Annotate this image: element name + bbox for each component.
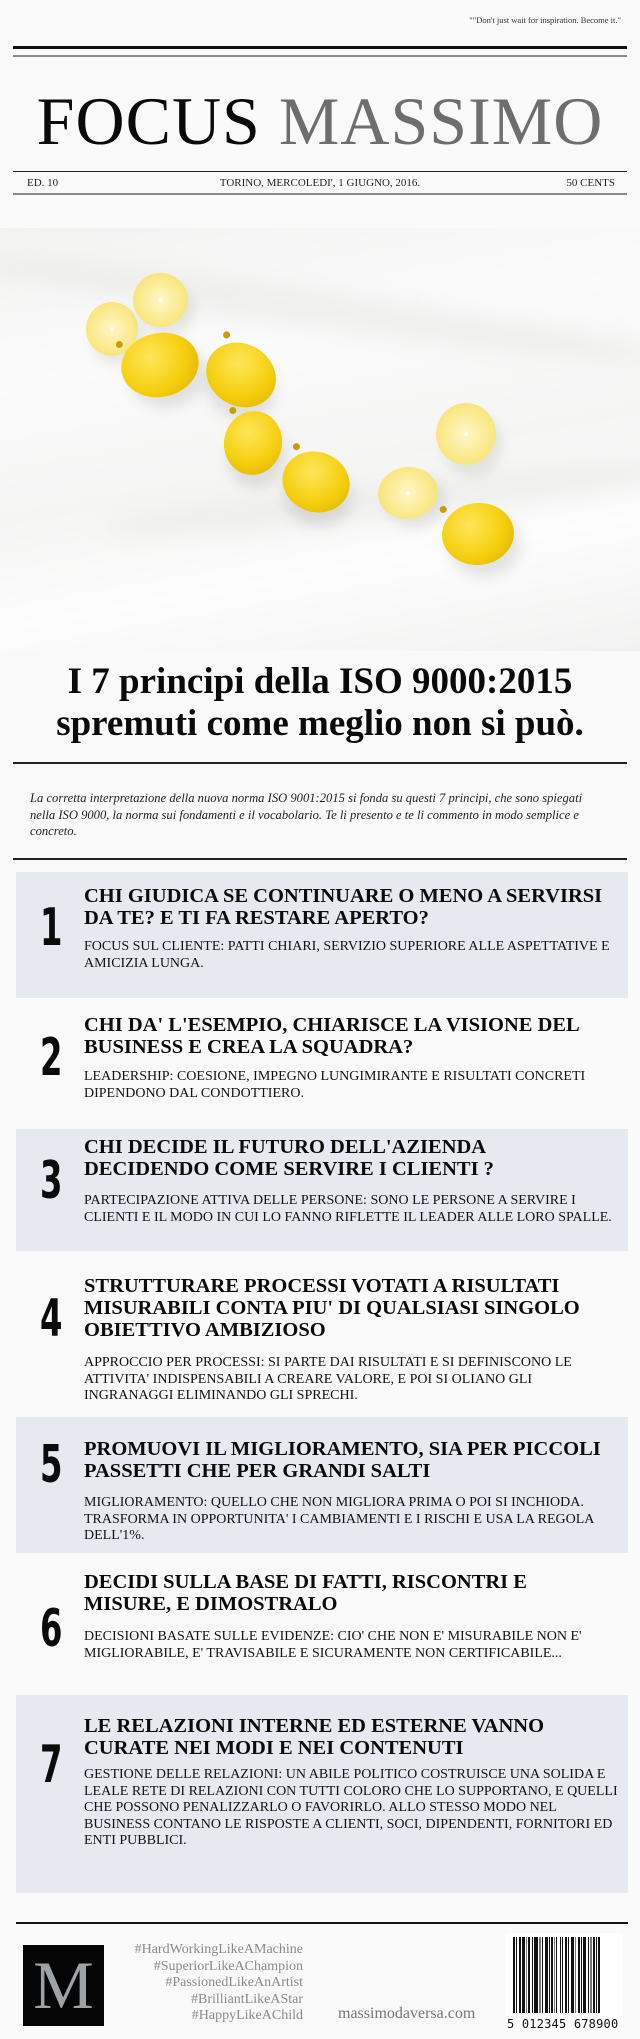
principle-title: CHI DECIDE IL FUTURO DELL'AZIENDA DECIDENDO COME SERVIRE I CLIENTI ? bbox=[84, 1136, 494, 1180]
principle-card-4 bbox=[16, 1251, 628, 1417]
masthead bbox=[0, 82, 640, 160]
hashtag-list bbox=[110, 1942, 303, 2025]
principle-description: GESTIONE DELLE RELAZIONI: UN ABILE POLITICO COSTRUISCE UNA SOLIDA E LEALE RETE DI RELAZIONI CON TUTTI COLORO CHE LO SUPPORTANO, E QUELLI CHE POSSONO PENALIZZARLO O FAVORIRLO. ALLO STESSO MODO NEL BUSINESS CONTANO LE RISPOSTE A CLIENTI, SOCI, DIPENDENTI, FORNITORI ED ENTI PUBBLICI. bbox=[84, 1767, 618, 1848]
hashtag[interactable]: #HappyLikeAChild bbox=[191, 2008, 303, 2023]
hero-photo-lemons bbox=[0, 228, 640, 651]
hashtag[interactable]: #SuperiorLikeAChampion bbox=[153, 1958, 303, 1974]
principle-card-2 bbox=[16, 998, 628, 1129]
principle-description: APPROCCIO PER PROCESSI: SI PARTE DAI RISULTATI E SI DEFINISCONO LE ATTIVITA' INDISPENSABILI A CREARE VALORE, E POI SI OLIANO GLI INGRANAGGI ELIMINANDO GLI SPRECHI. bbox=[84, 1355, 572, 1403]
barcode-number: 5 012345 678900 bbox=[507, 2017, 619, 2031]
principle-number: 3 bbox=[40, 1151, 62, 1211]
footer-rule bbox=[16, 1922, 628, 1924]
brand-logo: M bbox=[23, 1945, 104, 2026]
headline-rule bbox=[13, 762, 627, 764]
hashtag[interactable]: #BrilliantLikeAStar bbox=[191, 1991, 303, 2007]
principle-card-6 bbox=[16, 1553, 628, 1695]
principle-title: CHI DA' L'ESEMPIO, CHIARISCE LA VISIONE DEL BUSINESS E CREA LA SQUADRA? bbox=[84, 1014, 579, 1058]
cloth-fold bbox=[100, 447, 640, 549]
principle-title: DECIDI SULLA BASE DI FATTI, RISCONTRI E MISURE, E DIMOSTRALO bbox=[84, 1571, 527, 1615]
top-rule-gray bbox=[13, 55, 627, 57]
principle-number: 6 bbox=[40, 1599, 62, 1659]
principle-card-5 bbox=[16, 1417, 628, 1553]
edition-bar bbox=[13, 173, 627, 193]
dateline: TORINO, MERCOLEDI', 1 GIUGNO, 2016. bbox=[219, 177, 421, 189]
tagline-quote: ""Don't just wait for inspiration. Become it." bbox=[469, 15, 621, 25]
principle-number: 2 bbox=[40, 1028, 62, 1088]
price: 50 CENTS bbox=[566, 177, 615, 189]
edition-bar-bottom-rule bbox=[13, 193, 627, 195]
headline-line-1: I 7 principi della ISO 9000:2015 bbox=[67, 661, 573, 702]
principle-description: MIGLIORAMENTO: QUELLO CHE NON MIGLIORA PRIMA O POI SI INCHIODA. TRASFORMA IN OPPORTUNITA' I CAMBIAMENTI E I RISCHI E USA LA REGOLA DELL'1%. bbox=[84, 1495, 594, 1543]
barcode-bars-icon bbox=[513, 1937, 613, 2013]
edition-bar-top-rule bbox=[13, 171, 627, 172]
website-link[interactable]: massimodaversa.com bbox=[338, 2005, 476, 2022]
principle-number: 5 bbox=[40, 1435, 62, 1495]
principle-card-3 bbox=[16, 1129, 628, 1251]
principle-number: 1 bbox=[40, 898, 62, 958]
article-headline bbox=[0, 661, 640, 745]
intro-rule bbox=[13, 858, 627, 860]
principle-description: FOCUS SUL CLIENTE: PATTI CHIARI, SERVIZIO SUPERIORE ALLE ASPETTATIVE E AMICIZIA LUNGA. bbox=[84, 939, 610, 971]
principle-title: CHI GIUDICA SE CONTINUARE O MENO A SERVIRSI DA TE? E TI FA RESTARE APERTO? bbox=[84, 885, 603, 929]
edition-number: ED. 10 bbox=[27, 177, 59, 189]
principle-description: PARTECIPAZIONE ATTIVA DELLE PERSONE: SONO LE PERSONE A SERVIRE I CLIENTI E IL MODO IN CUI LO FANNO RIFLETTE IL LEADER ALLE LORO SPALLE. bbox=[84, 1193, 612, 1225]
masthead-focus: FOCUS bbox=[36, 83, 261, 159]
hashtag[interactable]: #PassionedLikeAnArtist bbox=[165, 1975, 303, 1990]
principle-description: DECISIONI BASATE SULLE EVIDENZE: CIO' CHE NON E' MISURABILE NON E' MIGLIORABILE, E' TRAVISABILE E SICURAMENTE NON CERTIFICABILE... bbox=[84, 1629, 582, 1661]
headline-line-2: spremuti come meglio non si può. bbox=[56, 703, 584, 744]
hashtag[interactable]: #HardWorkingLikeAMachine bbox=[134, 1942, 303, 1957]
principle-description: LEADERSHIP: COESIONE, IMPEGNO LUNGIMIRANTE E RISULTATI CONCRETI DIPENDONO DAL CONDOTTIERO. bbox=[84, 1069, 586, 1101]
principle-title: STRUTTURARE PROCESSI VOTATI A RISULTATI MISURABILI CONTA PIU' DI QUALSIASI SINGOLO OBIETTIVO AMBIZIOSO bbox=[84, 1275, 580, 1341]
lemon-icon bbox=[194, 330, 287, 420]
lemon-half-icon bbox=[436, 403, 496, 465]
top-rule-thick bbox=[13, 46, 627, 49]
principle-title: PROMUOVI IL MIGLIORAMENTO, SIA PER PICCOLI PASSETTI CHE PER GRANDI SALTI bbox=[84, 1438, 601, 1482]
article-intro: La corretta interpretazione della nuova norma ISO 9001:2015 si fonda su questi 7 principi, che sono spiegati nella ISO 9000, la norma sui fondamenti e il vocabolario. Te li presento e te li commento in modo semplice e concreto. bbox=[30, 791, 583, 838]
masthead-massimo: MASSIMO bbox=[278, 83, 604, 159]
principle-number: 7 bbox=[40, 1735, 62, 1795]
principle-card-1 bbox=[16, 872, 628, 998]
principle-number: 4 bbox=[40, 1289, 62, 1349]
lemon-icon bbox=[219, 406, 287, 479]
barcode bbox=[505, 1933, 623, 2031]
principle-title: LE RELAZIONI INTERNE ED ESTERNE VANNO CURATE NEI MODI E NEI CONTENUTI bbox=[84, 1715, 545, 1759]
lemon-half-icon bbox=[133, 273, 188, 327]
principle-card-7 bbox=[16, 1695, 628, 1893]
